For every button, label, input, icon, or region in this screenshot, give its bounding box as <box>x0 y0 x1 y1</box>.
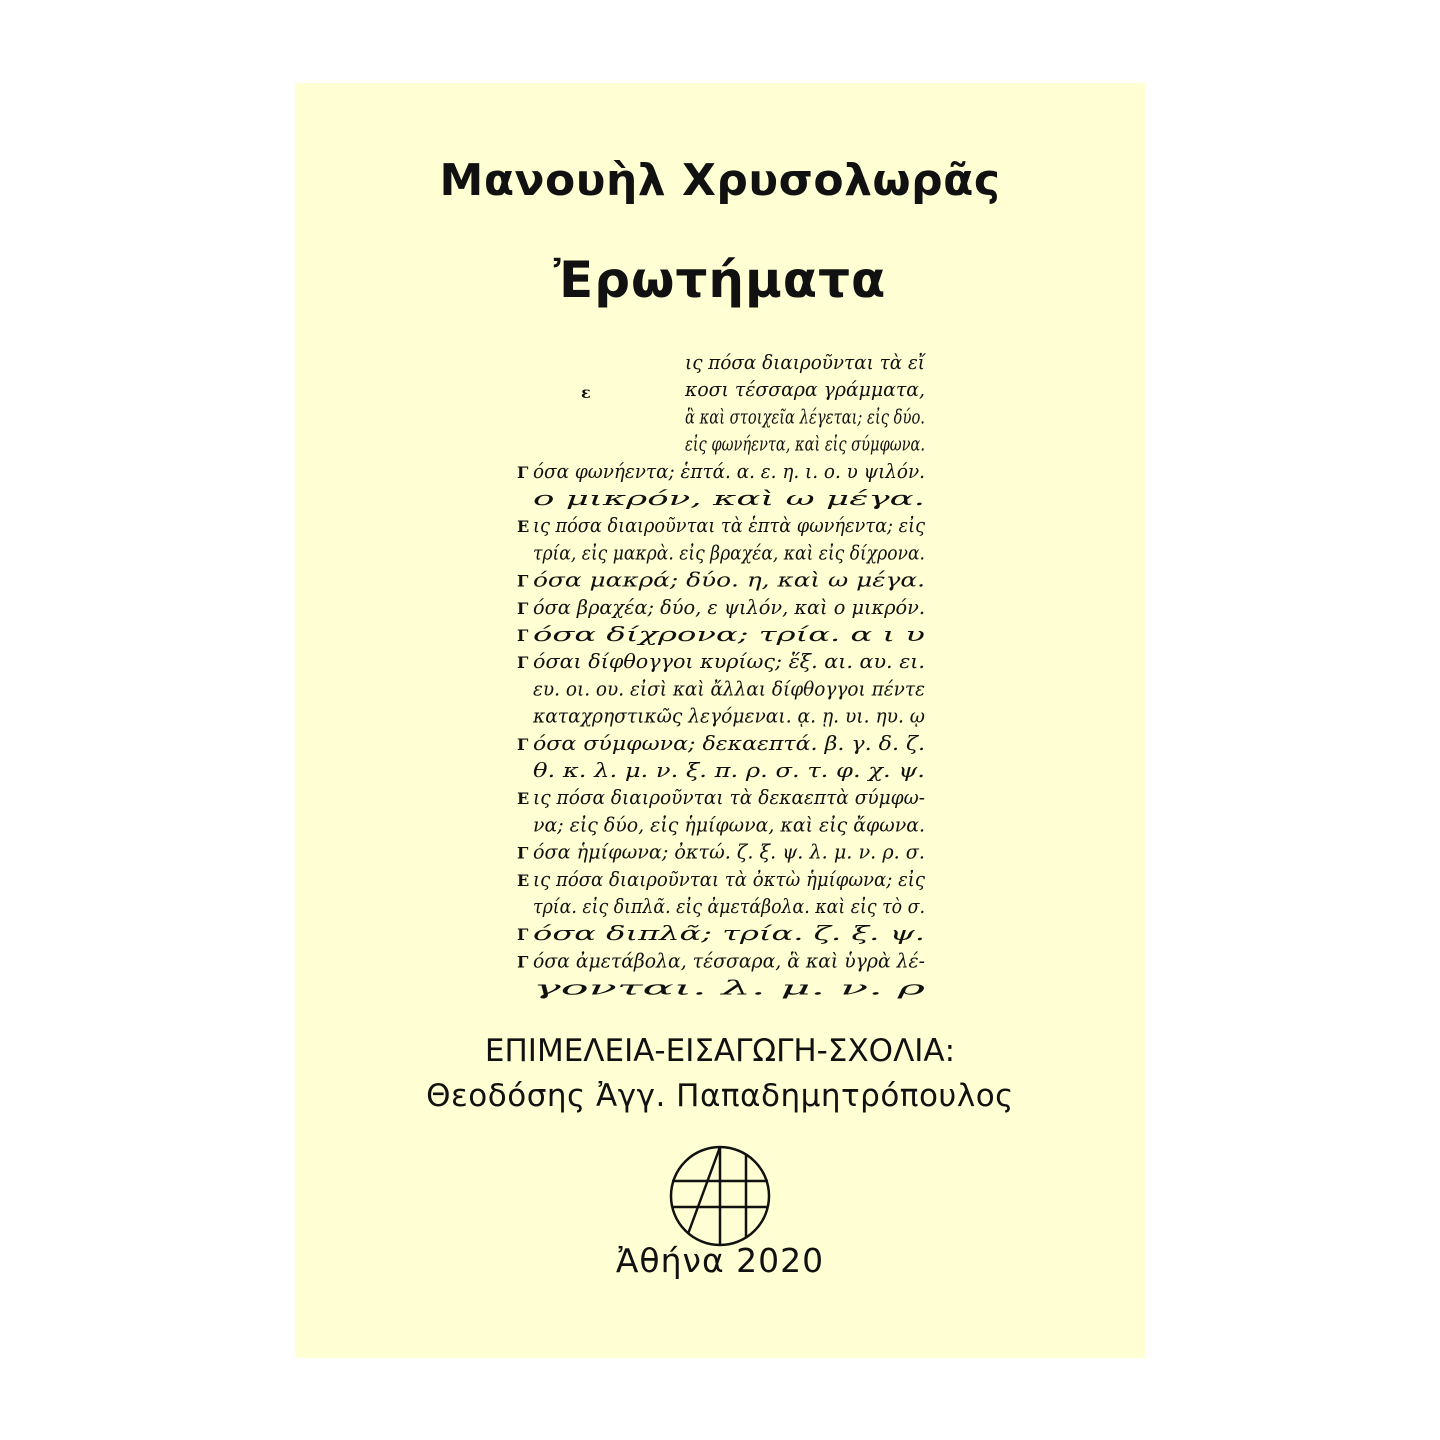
facsimile-line: όσαι δίφθογγοι κυρίως; ἕξ. αι. αυ. ει. <box>533 650 925 674</box>
facsimile-line-mark: Γ <box>517 571 529 591</box>
facsimile-line: γονται. λ. μ. ν. ρ <box>533 976 927 1000</box>
facsimile-line: όσα δίχρονα; τρία. α ι υ <box>533 623 926 646</box>
facsimile-line-mark: Γ <box>517 653 529 673</box>
facsimile-line: όσα φωνήεντα; ἑπτά. α. ε. η. ι. ο. υ ψιλόν. <box>533 459 925 483</box>
facsimile-line: όσα ἀμετάβολα, τέσσαρα, ἃ καὶ ὑγρὰ λέ- <box>533 949 925 973</box>
facsimile-line-mark: Ε <box>517 789 530 809</box>
facsimile-line: όσα ἡμίφωνα; ὀκτώ. ζ. ξ. ψ. λ. μ. ν. ρ. σ. <box>533 840 925 864</box>
facsimile-line: ο μικρόν, καὶ ω μέγα. <box>533 487 925 510</box>
facsimile-line: εἰς φωνήεντα, καὶ εἰς σύμφωνα. <box>685 432 925 456</box>
facsimile-line-mark: Γ <box>517 598 529 618</box>
editor-label: ΕΠΙΜΕΛΕΙΑ-ΕΙΣΑΓΩΓΗ-ΣΧΟΛΙΑ: <box>484 1033 956 1069</box>
facsimile-line-mark: Ε <box>517 517 530 537</box>
author-name: Μανουὴλ Χρυσολωρᾶς <box>439 155 1001 206</box>
facsimile-line: καταχρηστικῶς λεγόμεναι. ᾳ. ῃ. υι. ηυ. ῳ <box>532 704 926 728</box>
facsimile-line: ις πόσα διαιροῦνται τὰ ὀκτὼ ἡμίφωνα; εἰς <box>533 867 926 891</box>
facsimile-line-mark: Γ <box>517 626 529 645</box>
facsimile-line-mark: Γ <box>517 843 529 863</box>
facsimile-line: τρία, εἰς μακρὰ. εἰς βραχέα, καὶ εἰς δίχρονα. <box>533 541 925 565</box>
facsimile-line: όσα μακρά; δύο. η, καὶ ω μέγα. <box>533 568 925 592</box>
facsimile-line: ευ. οι. ου. εἰσὶ καὶ ἄλλαι δίφθογγοι πέντε <box>533 677 925 701</box>
facsimile-line: θ. κ. λ. μ. ν. ξ. π. ρ. σ. τ. φ. χ. ψ. <box>533 759 925 782</box>
facsimile-page-image <box>295 343 1145 1013</box>
editor-name: Θεοδόσης Ἀγγ. Παπαδημητρόπουλος <box>426 1078 1014 1114</box>
facsimile-line: όσα βραχέα; δύο, ε ψιλόν, καὶ ο μικρόν. <box>533 595 925 619</box>
book-title: Ἐρωτήματα <box>553 251 887 309</box>
facsimile-line-mark: Γ <box>517 925 529 945</box>
facsimile-initial-mark: ε <box>581 383 591 402</box>
facsimile-text-block <box>517 351 926 1000</box>
facsimile-line: τρία. εἰς διπλᾶ. εἰς ἀμετάβολα. καὶ εἰς τὸ σ. <box>533 895 925 918</box>
facsimile-line: να; εἰς δύο, εἰς ἡμίφωνα, καὶ εἰς ἄφωνα. <box>533 813 925 837</box>
facsimile-line-mark: Γ <box>517 952 529 972</box>
facsimile-line: ἃ καὶ στοιχεῖα λέγεται; εἰς δύο. <box>685 405 925 429</box>
facsimile-line: ις πόσα διαιροῦνται τὰ εἴ <box>685 351 927 374</box>
book-cover <box>295 83 1145 1358</box>
facsimile-line: ις πόσα διαιροῦνται τὰ ἑπτὰ φωνήεντα; εἰς <box>533 514 926 538</box>
facsimile-line-mark: Γ <box>517 734 529 754</box>
facsimile-line-mark: Γ <box>517 462 529 482</box>
facsimile-line: ις πόσα διαιροῦνται τὰ δεκαεπτὰ σύμφω- <box>533 786 925 810</box>
facsimile-line: κοσι τέσσαρα γράμματα, <box>684 378 925 402</box>
facsimile-line: όσα διπλᾶ; τρία. ζ. ξ. ψ. <box>533 922 925 946</box>
place-and-year: Ἀθήνα 2020 <box>615 1241 825 1280</box>
publisher-logo-icon <box>668 1144 772 1248</box>
facsimile-line: όσα σύμφωνα; δεκαεπτά. β. γ. δ. ζ. <box>533 731 925 755</box>
facsimile-line-mark: Ε <box>517 870 530 890</box>
